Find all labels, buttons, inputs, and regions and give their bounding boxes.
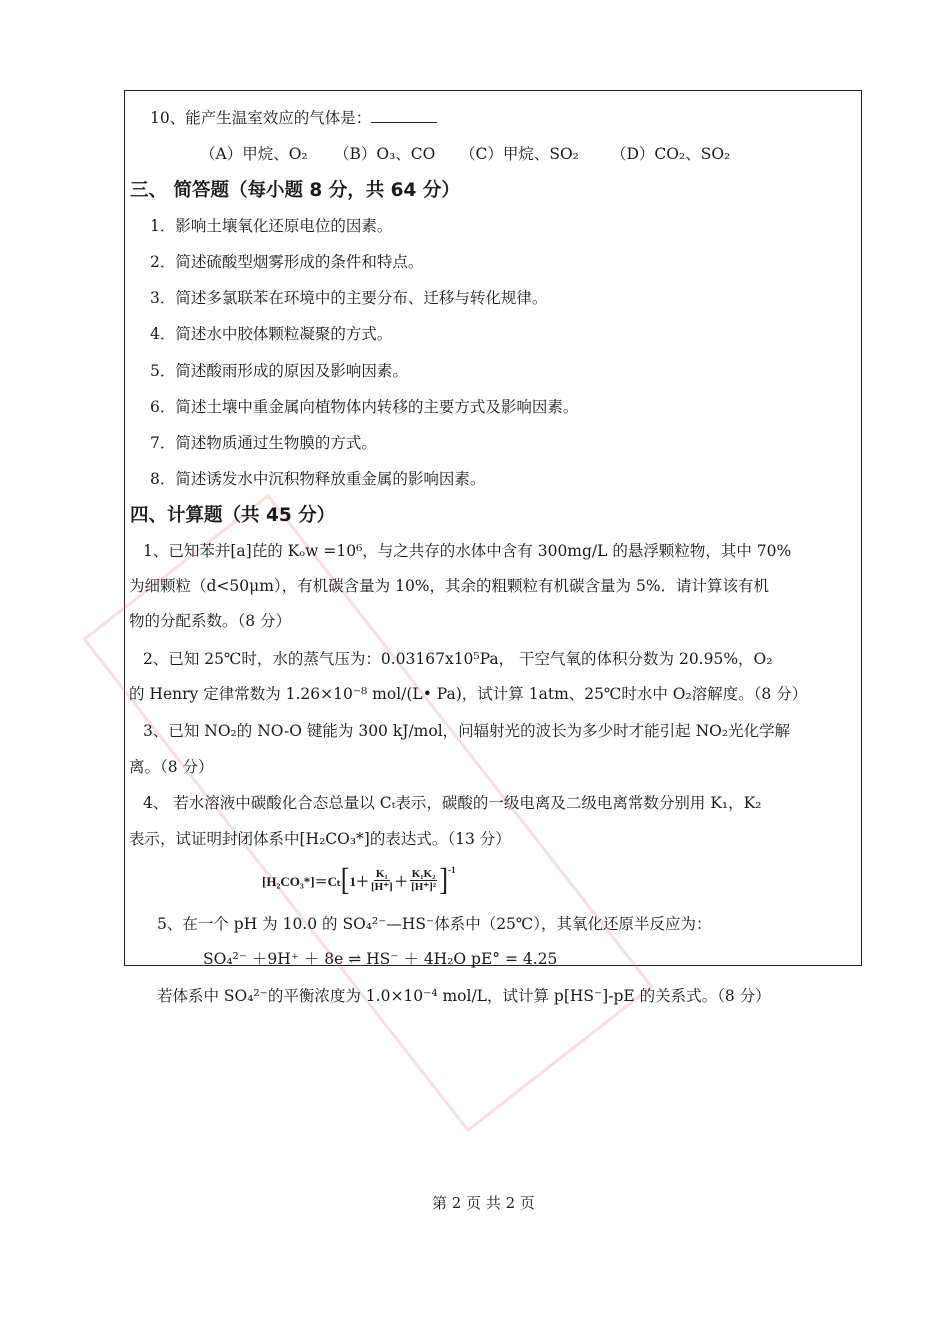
q5-line: 若体系中 SO₄²⁻的平衡浓度为 1.0×10⁻⁴ mol/L，试计算 p[HS⁻]-pE 的关系式。（8 分） xyxy=(157,987,771,1005)
formula-fraction-1 xyxy=(371,868,393,893)
section3-item: 6．简述土壤中重金属向植物体内转移的主要方式及影响因素。 xyxy=(150,398,579,416)
q1-line: 为细颗粒（d<50μm），有机碳含量为 10%，其余的粗颗粒有机碳含量为 5%．请计算该有机 xyxy=(129,577,770,595)
frac2-numerator: K₁K₂ xyxy=(411,867,436,880)
section3-item: 2．简述硫酸型烟雾形成的条件和特点。 xyxy=(150,253,424,271)
section3-item: 1．影响土壤氧化还原电位的因素。 xyxy=(150,217,393,235)
page-footer: 第 2 页 共 2 页 xyxy=(432,1194,535,1212)
q10-option-b: （B）O₃、CO xyxy=(334,145,436,163)
formula-term-open: 1＋ xyxy=(349,873,369,889)
section3-item: 5．简述酸雨形成的原因及影响因素。 xyxy=(150,362,408,380)
section3-item: 3．简述多氯联苯在环境中的主要分布、迁移与转化规律。 xyxy=(150,289,548,307)
q2-line: 2、已知 25℃时，水的蒸气压为：0.03167x10⁵Pa， 干空气氧的体积分数为 20.95%，O₂ xyxy=(143,650,773,668)
q3-line: 3、已知 NO₂的 NO-O 键能为 300 kJ/mol，问辐射光的波长为多少时才能引起 NO₂光化学解 xyxy=(143,722,791,740)
q10-option-d: （D）CO₂、SO₂ xyxy=(611,145,731,163)
q1-line: 物的分配系数。（8 分） xyxy=(129,612,292,630)
formula-bracket-close: ] xyxy=(439,862,449,897)
formula-lhs: [H₂CO₃*]＝Cₜ xyxy=(262,873,341,889)
section3-item: 4．简述水中胶体颗粒凝聚的方式。 xyxy=(150,325,393,343)
section3-item: 8．简述诱发水中沉积物释放重金属的影响因素。 xyxy=(150,470,486,488)
formula-plus: ＋ xyxy=(394,873,408,889)
frac1-numerator: K₁ xyxy=(375,867,388,880)
q2-line: 的 Henry 定律常数为 1.26×10⁻⁸ mol/(L• Pa)，试计算 1atm、25℃时水中 O₂溶解度。（8 分） xyxy=(129,685,808,703)
answer-blank[interactable] xyxy=(371,108,437,123)
frac2-denominator: [H⁺]² xyxy=(411,880,437,893)
q10-stem: 10、能产生温室效应的气体是： xyxy=(150,107,437,129)
q5-line: 5、在一个 pH 为 10.0 的 SO₄²⁻—HS⁻体系中（25℃），其氧化还原半反应为： xyxy=(157,915,712,933)
formula-fraction-2 xyxy=(410,868,438,893)
q5-reaction: SO₄²⁻ ＋9H⁺ ＋ 8e ⇌ HS⁻ ＋ 4H₂O pE° = 4.25 xyxy=(203,950,558,968)
section4-heading: 四、计算题（共 45 分） xyxy=(130,505,336,526)
q4-line: 表示，试证明封闭体系中[H₂CO₃*]的表达式。（13 分） xyxy=(129,830,511,848)
section3-heading: 三、 简答题（每小题 8 分，共 64 分） xyxy=(130,180,460,201)
q4-formula: [H₂CO₃*]＝Cₜ [ 1＋ $\frac{\text{K₁}}{[H^+]}$ ＋ $\frac{\text{K₁K₂}}{\text{[H⁺]²}}$ ] $^{-1}$ xyxy=(262,862,456,897)
q1-line: 1、已知苯并[a]芘的 Kₒw =10⁶，与之共存的水体中含有 300mg/L 的悬浮颗粒物，其中 70% xyxy=(143,542,792,560)
q3-line: 离。（8 分） xyxy=(129,758,214,776)
q4-line: 4、 若水溶液中碳酸化合态总量以 Cₜ表示，碳酸的一级电离及二级电离常数分别用 K₁，K₂ xyxy=(143,794,762,812)
frac1-denominator: [H⁺] xyxy=(370,880,393,893)
formula-bracket-open: [ xyxy=(340,862,350,897)
section3-item: 7．简述物质通过生物膜的方式。 xyxy=(150,434,377,452)
q10-option-a: （A）甲烷、O₂ xyxy=(200,145,308,163)
q10-option-c: （C）甲烷、SO₂ xyxy=(460,145,579,163)
